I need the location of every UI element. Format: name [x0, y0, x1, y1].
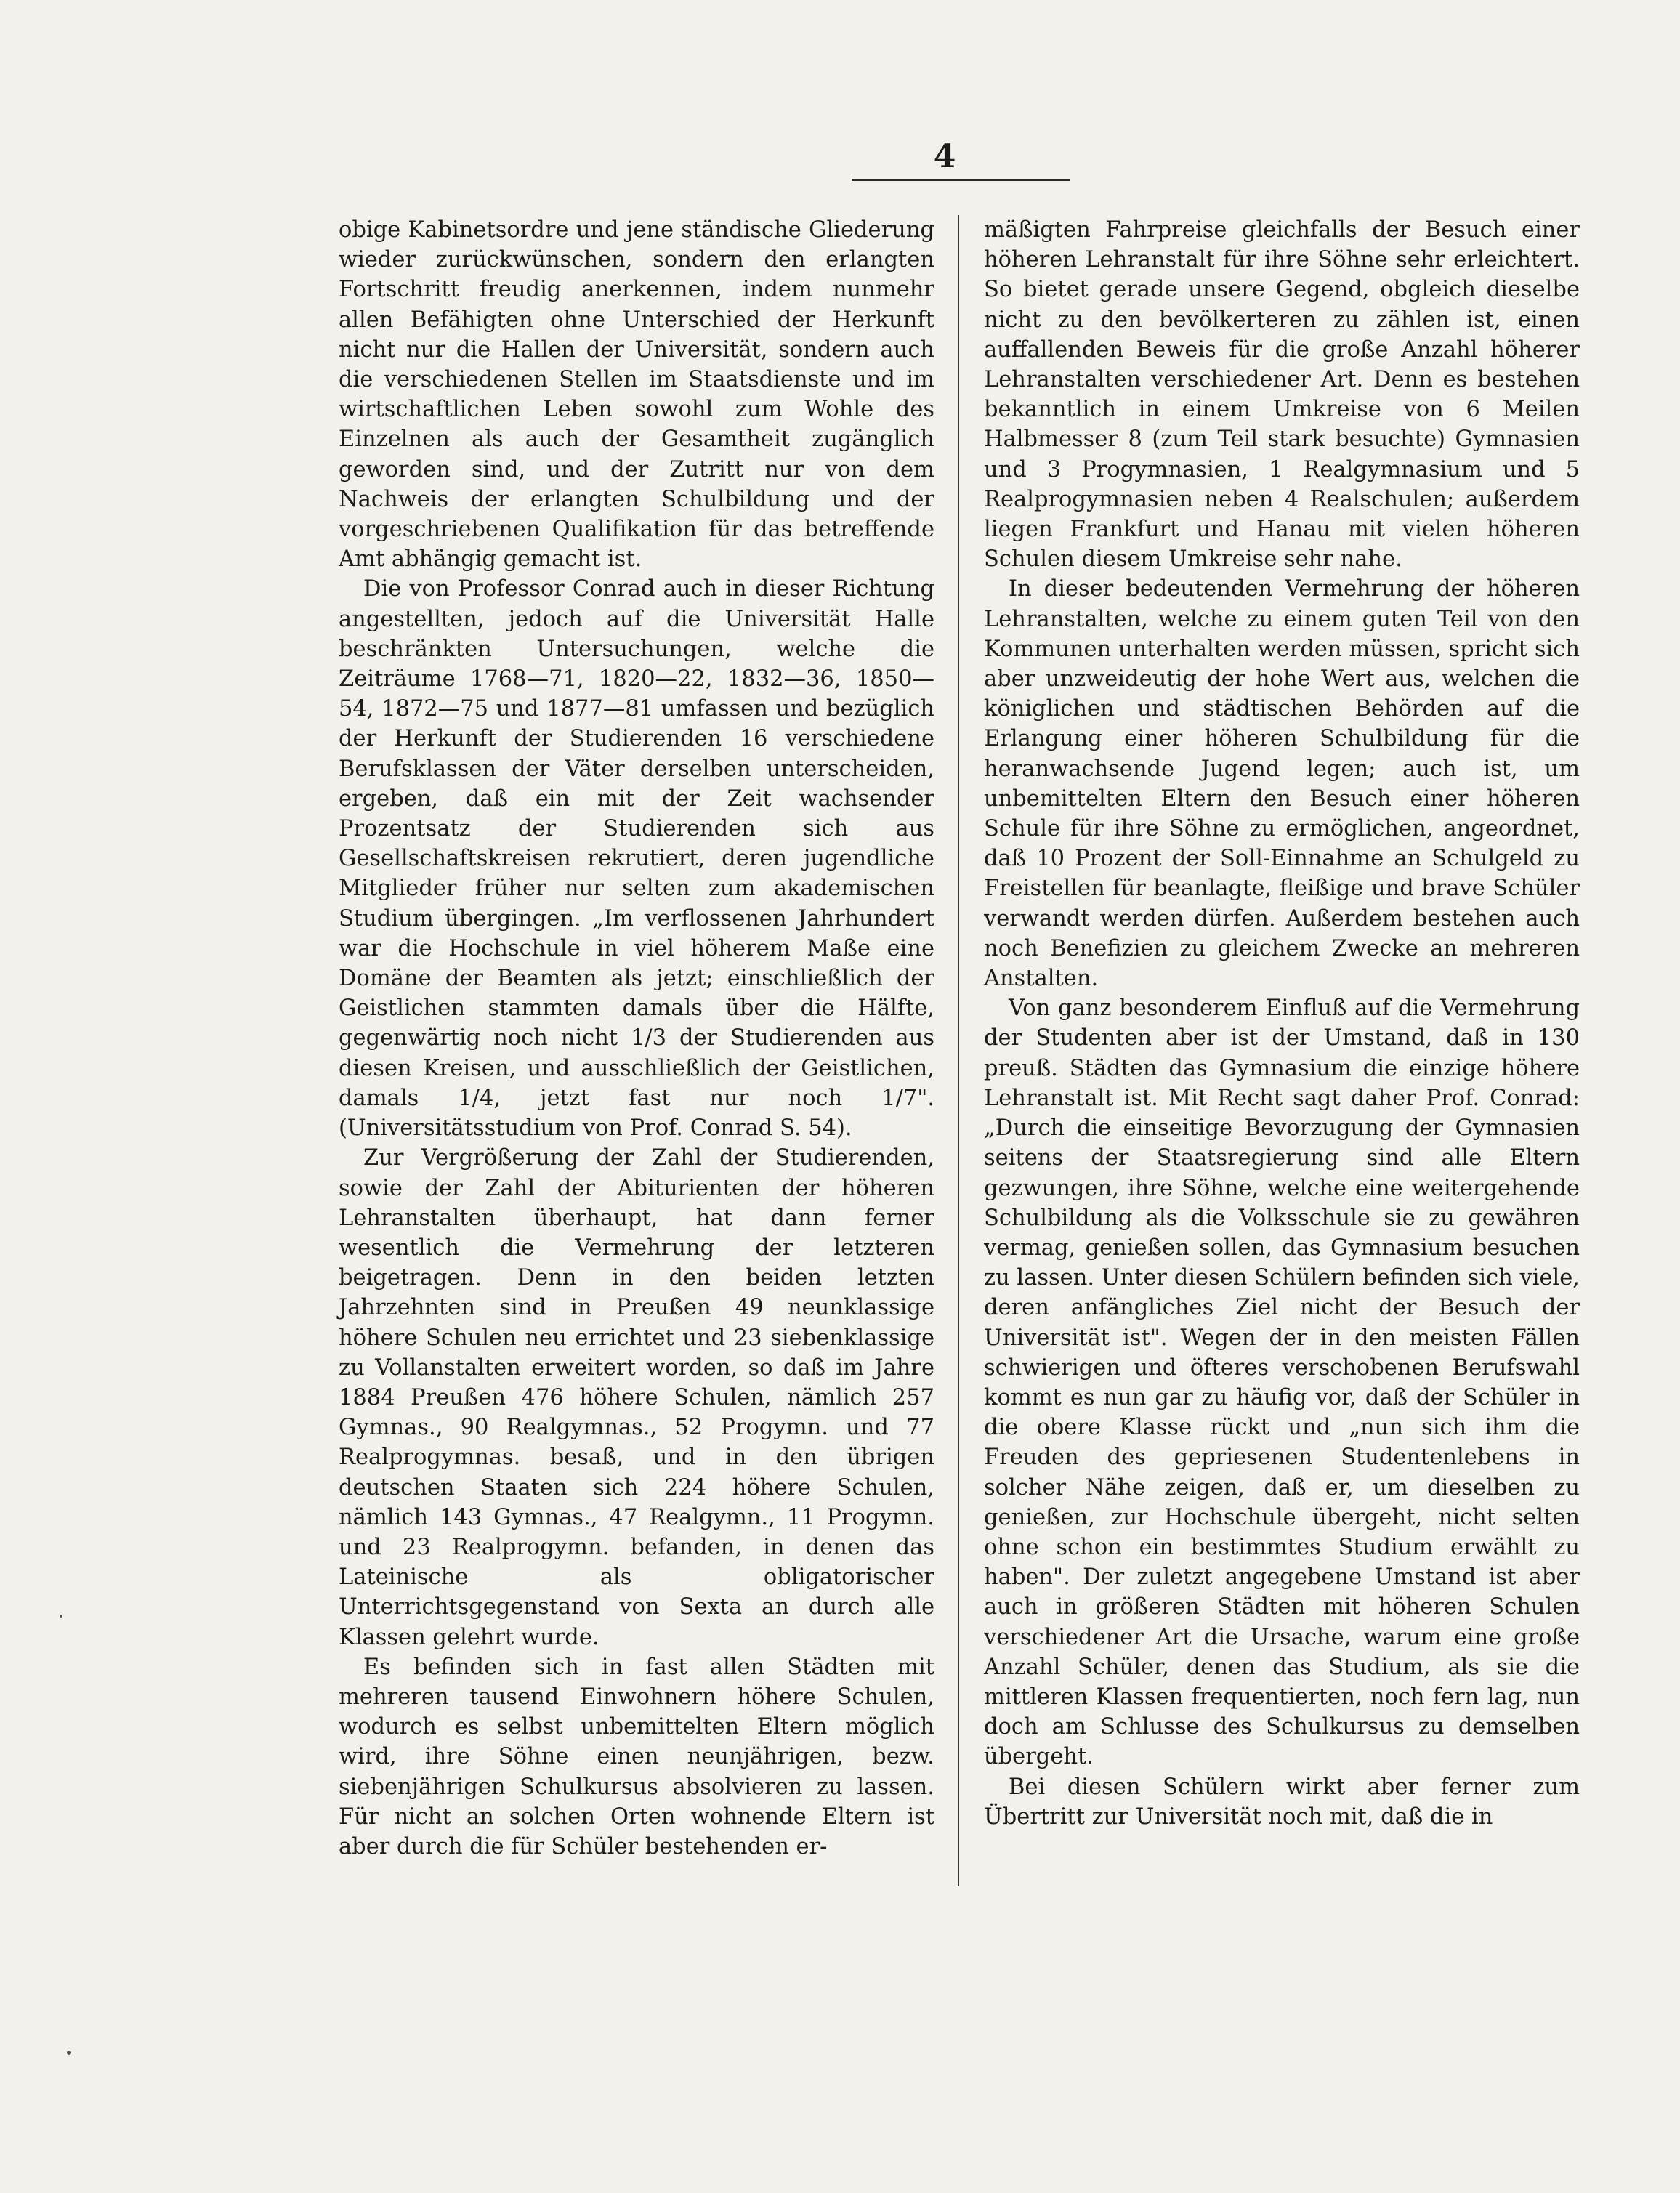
- paragraph: mäßigten Fahrpreise gleichfalls der Besuch einer höheren Lehranstalt für ihre Söhne sehr erleichtert. So bietet gerade unsere Gegend, obgleich dieselbe nicht zu den bevölkerteren zu zählen ist, einen auffallenden Beweis für die große Anzahl höherer Lehranstalten verschiedener Art. Denn es bestehen bekanntlich in einem Umkreise von 6 Meilen Halbmesser 8 (zum Teil stark besuchte) Gymnasien und 3 Progymnasien, 1 Realgymnasium und 5 Realprogymnasien neben 4 Realschulen; außerdem liegen Frankfurt und Hanau mit vielen höheren Schulen diesem Umkreise sehr nahe.: [984, 217, 1580, 573]
- header-rule: [852, 179, 1070, 181]
- paragraph: Bei diesen Schülern wirkt aber ferner zum Übertritt zur Universität noch mit, daß die in: [984, 1774, 1580, 1830]
- paragraph: obige Kabinetsordre und jene ständische Gliederung wieder zurückwünschen, sondern den erlangten Fortschritt freudig anerkennen, indem nunmehr allen Befähigten ohne Unterschied der Herkunft nicht nur die Hallen der Universität, sondern auch die verschiedenen Stellen im Staatsdienste und im wirtschaftlichen Leben sowohl zum Wohle des Einzelnen als auch der Gesamtheit zugänglich geworden sind, und der Zutritt nur von dem Nachweis der erlangten Schulbildung und der vorgeschriebenen Qualifikation für das betreffende Amt abhängig gemacht ist.: [339, 217, 934, 573]
- column-divider: [958, 215, 959, 1886]
- paragraph: Zur Vergrößerung der Zahl der Studierenden, sowie der Zahl der Abiturienten der höheren Lehranstalten überhaupt, hat dann ferner wesentlich die Vermehrung der letzteren beigetragen. Denn in den beiden letzten Jahrzehnten sind in Preußen 49 neunklassige höhere Schulen neu errichtet und 23 siebenklassige zu Vollanstalten erweitert worden, so daß im Jahre 1884 Preußen 476 höhere Schulen, nämlich 257 Gymnas., 90 Realgymnas., 52 Progymn. und 77 Realprogymnas. besaß, und in den übrigen deutschen Staaten sich 224 höhere Schulen, nämlich 143 Gymnas., 47 Realgymn., 11 Progymn. und 23 Realprogymn. befanden, in denen das Lateinische als obligatorischer Unterrichtsgegenstand von Sexta an durch alle Klassen gelehrt wurde.: [339, 1145, 934, 1650]
- paragraph: Es befinden sich in fast allen Städten mit mehreren tausend Einwohnern höhere Schulen, wodurch es selbst unbemittelten Eltern möglich wird, ihre Söhne einen neunjährigen, bezw. siebenjährigen Schulkursus absolvieren zu lassen. Für nicht an solchen Orten wohnende Eltern ist aber durch die für Schüler bestehenden er-: [339, 1654, 934, 1859]
- page-number: 4: [933, 138, 956, 175]
- paragraph: In dieser bedeutenden Vermehrung der höheren Lehranstalten, welche zu einem guten Teil von den Kommunen unterhalten werden müssen, spricht sich aber unzweideutig der hohe Wert aus, welchen die königlichen und städtischen Behörden auf die Erlangung einer höheren Schulbildung für die heranwachsende Jugend legen; auch ist, um unbemittelten Eltern den Besuch einer höheren Schule für ihre Söhne zu ermöglichen, angeordnet, daß 10 Prozent der Soll-Einnahme an Schulgeld zu Freistellen für beanlagte, fleißige und brave Schüler verwandt werden dürfen. Außerdem bestehen auch noch Benefizien zu gleichem Zwecke an mehreren Anstalten.: [984, 576, 1580, 992]
- paper-speck: [60, 1615, 62, 1618]
- left-column: [339, 215, 934, 1862]
- paragraph: Die von Professor Conrad auch in dieser Richtung angestellten, jedoch auf die Universität Halle beschränkten Untersuchungen, welche die Zeiträume 1768—71, 1820—22, 1832—36, 1850—54, 1872—75 und 1877—81 umfassen und bezüglich der Herkunft der Studierenden 16 verschiedene Berufsklassen der Väter derselben unterscheiden, ergeben, daß ein mit der Zeit wachsender Prozentsatz der Studierenden sich aus Gesellschaftskreisen rekrutiert, deren jugendliche Mitglieder früher nur selten zum akademischen Studium übergingen. „Im verflossenen Jahrhundert war die Hochschule in viel höherem Maße eine Domäne der Beamten als jetzt; einschließlich der Geistlichen stammten damals über die Hälfte, gegenwärtig noch nicht 1/3 der Studierenden aus diesen Kreisen, und ausschließlich der Geistlichen, damals 1/4, jetzt fast nur noch 1/7". (Universitätsstudium von Prof. Conrad S. 54).: [339, 576, 934, 1142]
- paper-speck: [67, 2051, 71, 2055]
- right-column: [984, 215, 1580, 1832]
- paragraph: Von ganz besonderem Einfluß auf die Vermehrung der Studenten aber ist der Umstand, daß in 130 preuß. Städten das Gymnasium die einzige höhere Lehranstalt ist. Mit Recht sagt daher Prof. Conrad: „Durch die einseitige Bevorzugung der Gymnasien seitens der Staatsregierung sind alle Eltern gezwungen, ihre Söhne, welche eine weitergehende Schulbildung als die Volksschule sie zu gewähren vermag, genießen sollen, das Gymnasium besuchen zu lassen. Unter diesen Schülern befinden sich viele, deren anfängliches Ziel nicht der Besuch der Universität ist". Wegen der in den meisten Fällen schwierigen und öfteres verschobenen Berufswahl kommt es nun gar zu häufig vor, daß der Schüler in die obere Klasse rückt und „nun sich ihm die Freuden des gepriesenen Studentenlebens in solcher Nähe zeigen, daß er, um dieselben zu genießen, zur Hochschule übergeht, nicht selten ohne schon ein bestimmtes Studium erwählt zu haben". Der zuletzt angegebene Umstand ist aber auch in größeren Städten mit höheren Schulen verschiedener Art die Ursache, warum eine große Anzahl Schüler, denen das Studium, als sie die mittleren Klassen frequentierten, noch fern lag, nun doch am Schlusse des Schulkursus zu demselben übergeht.: [984, 995, 1580, 1770]
